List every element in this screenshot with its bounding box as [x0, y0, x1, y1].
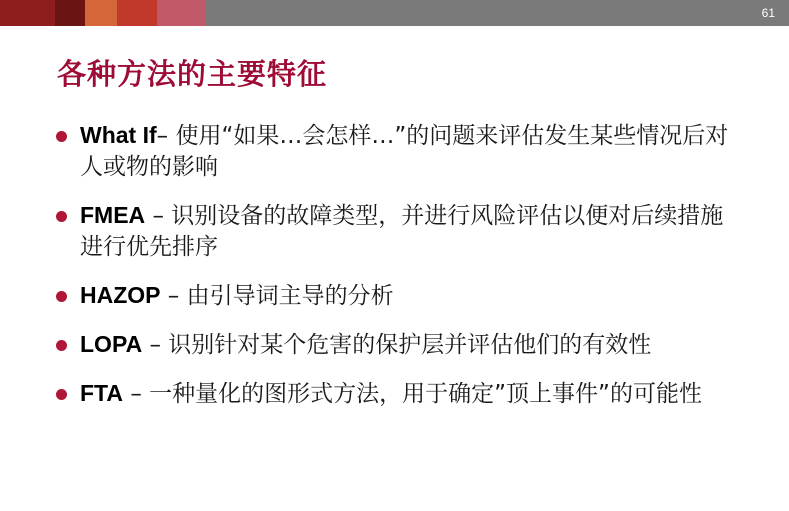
list-item-text [80, 200, 746, 263]
bullet-dot-icon [56, 291, 67, 302]
list-item [56, 280, 746, 312]
bullet-list [56, 120, 746, 427]
page-title: 各种方法的主要特征 [57, 57, 328, 91]
list-item-description: – 识别针对某个危害的保护层并评估他们的有效性 [142, 332, 652, 359]
bullet-dot-icon [56, 389, 67, 400]
bullet-dot-icon [56, 340, 67, 351]
list-item-term: HAZOP [80, 282, 161, 309]
list-item-text [80, 329, 746, 361]
list-item-description: – 识别设备的故障类型，并进行风险评估以便对后续措施进行优先排序 [80, 203, 724, 261]
slide-top-decorative-bar [0, 0, 789, 26]
bullet-dot-icon [56, 211, 67, 222]
bar-segment-orange [85, 0, 117, 26]
list-item [56, 378, 746, 410]
bar-segment-rose [157, 0, 205, 26]
list-item-description: – 由引导词主导的分析 [160, 283, 394, 310]
list-item [56, 200, 746, 263]
list-item-description: – 一种量化的图形式方法，用于确定”顶上事件”的可能性 [123, 381, 702, 408]
list-item-text [80, 280, 746, 312]
list-item-term: FMEA [80, 202, 146, 229]
bar-segment-dark-red [0, 0, 55, 26]
list-item-text [80, 378, 746, 410]
list-item-text [80, 120, 746, 183]
list-item [56, 120, 746, 183]
page-number: 61 [761, 6, 775, 20]
list-item-term: LOPA [80, 331, 143, 358]
bar-segment-maroon [55, 0, 85, 26]
list-item-term: What If [80, 122, 157, 148]
list-item-term: FTA [80, 380, 124, 407]
bar-segment-gray [205, 0, 789, 26]
bar-segment-red [117, 0, 157, 26]
list-item [56, 329, 746, 361]
list-item-description: – 使用“如果…会怎样…”的问题来评估发生某些情况后对人或物的影响 [80, 123, 729, 181]
bullet-dot-icon [56, 131, 67, 142]
